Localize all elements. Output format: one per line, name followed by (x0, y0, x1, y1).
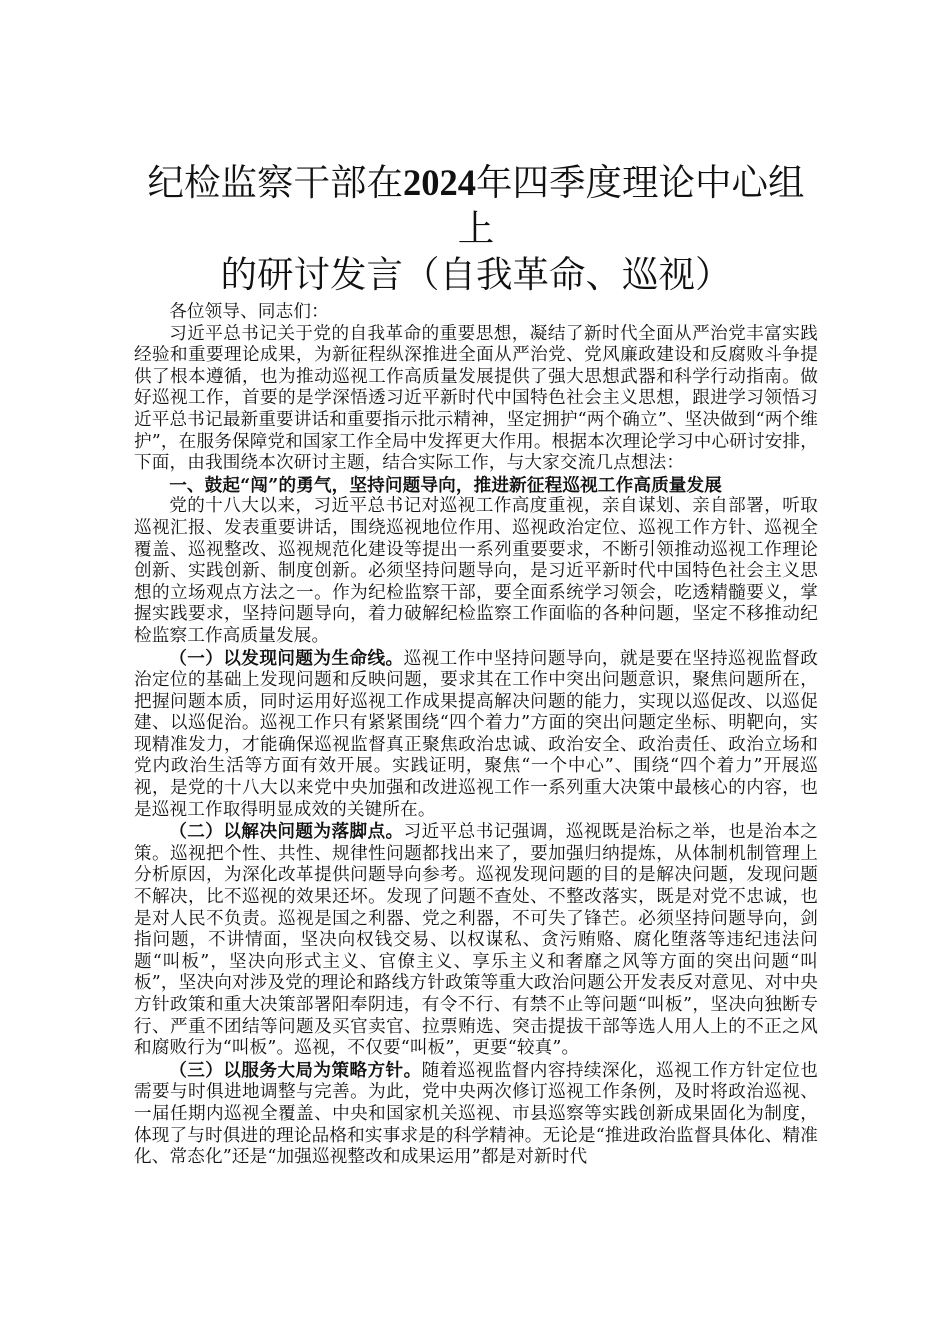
salutation: 各位领导、同志们： (169, 302, 329, 322)
subsection-3-heading: （三）以服务大局为策略方针。 (169, 1059, 422, 1081)
section-heading-1: 一、鼓起“闯”的勇气，坚持问题导向，推进新征程巡视工作高质量发展 (169, 474, 723, 496)
subsection-2-heading: （二）以解决问题为落脚点。 (169, 821, 404, 843)
subsection-3-text: 随着巡视监督内容持续深化，巡视工作方针定位也需要与时俱进地调整与完善。为此，党中央两次修订巡视工作条例，及时将政治巡视、一届任期内巡视全覆盖、中央和国家机关巡视、市县巡察等实践创新成果固化为制度，体现了与时俱进的理论品格和实事求是的科学精神。无论是“推进政治监督具体化、精准化、常态化”还是“加强巡视整改和成果运用”都是对新时代 (134, 1060, 818, 1168)
subsection-2-text: 习近平总书记强调，巡视既是治标之举，也是治本之策。巡视把个性、共性、规律性问题都找出来了，要加强归纳提炼，从体制机制管理上分析原因，为深化改革提供问题导向参考。巡视发现问题的目的是解决问题，发现问题不解决，比不巡视的效果还坏。发现了问题不查处、不整改落实，既是对党不忠诚，也是对人民不负责。巡视是国之利器、党之利器，不可失了锋芒。必须坚持问题导向，剑指问题，不讲情面，坚决向权钱交易、以权谋私、贪污贿赂、腐化堕落等违纪违法问题“叫板”，坚决向形式主义、官僚主义、享乐主义和奢靡之风等方面的突出问题“叫板”，坚决向对涉及党的理论和路线方针政策等重大政治问题公开发表反对意见、对中央方针政策和重大决策部署阳奉阴违，有令不行、有禁不止等问题“叫板”，坚决向独断专行、严重不团结等问题及买官卖官、拉票贿选、突击提拔干部等选人用人上的不正之风和腐败行为“叫板”。巡视，不仅要“叫板”，更要“较真”。 (134, 822, 819, 1059)
title-part1: 纪检监察干部在 (147, 161, 403, 204)
title-line2: 的研讨发言（自我革命、巡视） (220, 253, 732, 296)
subsection-1-heading: （一）以发现问题为生命线。 (169, 647, 404, 669)
document-page (134, 160, 818, 1169)
document-body (134, 302, 818, 1169)
subsection-1-text: 巡视工作中坚持问题导向，就是要在坚持巡视监督政治定位的基础上发现问题和反映问题，要求其在工作中突出问题意识，聚焦问题所在，把握问题本质，同时运用好巡视工作成果提高解决问题的能力，实现以巡促改、以巡促建、以巡促治。巡视工作只有紧紧围绕“四个着力”方面的突出问题定坐标、明靶向，实现精准发力，才能确保巡视监督真正聚焦政治忠诚、政治安全、政治责任、政治立场和党内政治生活等方面有效开展。实践证明，聚焦“一个中心”、围绕“四个着力”开展巡视，是党的十八大以来党中央加强和改进巡视工作一系列重大决策中最核心的内容，也是巡视工作取得明显成效的关键所在。 (134, 648, 819, 820)
intro-paragraph: 习近平总书记关于党的自我革命的重要思想，凝结了新时代全面从严治党丰富实践经验和重要理论成果，为新征程纵深推进全面从严治党、党风廉政建设和反腐败斗争提供了根本遵循，也为推动巡视工作高质量发展提供了强大思想武器和科学行动指南。做好巡视工作，首要的是学深悟透习近平新时代中国特色社会主义思想，跟进学习领悟习近平总书记最新重要讲话和重要指示批示精神，坚定拥护“两个确立”、坚决做到“两个维护”，在服务保障党和国家工作全局中发挥更大作用。根据本次理论学习中心研讨安排，下面，由我围绕本次研讨主题，结合实际工作，与大家交流几点想法： (134, 323, 818, 474)
title-part2: 年四季度理论中心组上 (457, 161, 805, 250)
subsection-1-paragraph (134, 648, 818, 822)
subsection-3-paragraph (134, 1060, 818, 1169)
section-1-paragraph: 党的十八大以来，习近平总书记对巡视工作高度重视，亲自谋划、亲自部署，听取巡视汇报、发表重要讲话，围绕巡视地位作用、巡视政治定位、巡视工作方针、巡视全覆盖、巡视整改、巡视规范化建设等提出一系列重要要求，不断引领推动巡视工作理论创新、实践创新、制度创新。必须坚持问题导向，是习近平新时代中国特色社会主义思想的立场观点方法之一。作为纪检监察干部，要全面系统学习领会，吃透精髓要义，掌握实践要求，坚持问题导向，着力破解纪检监察工作面临的各种问题，坚定不移推动纪检监察工作高质量发展。 (134, 496, 818, 646)
title-year: 2024 (403, 162, 476, 203)
subsection-2-paragraph (134, 821, 818, 1060)
document-title (134, 160, 818, 298)
